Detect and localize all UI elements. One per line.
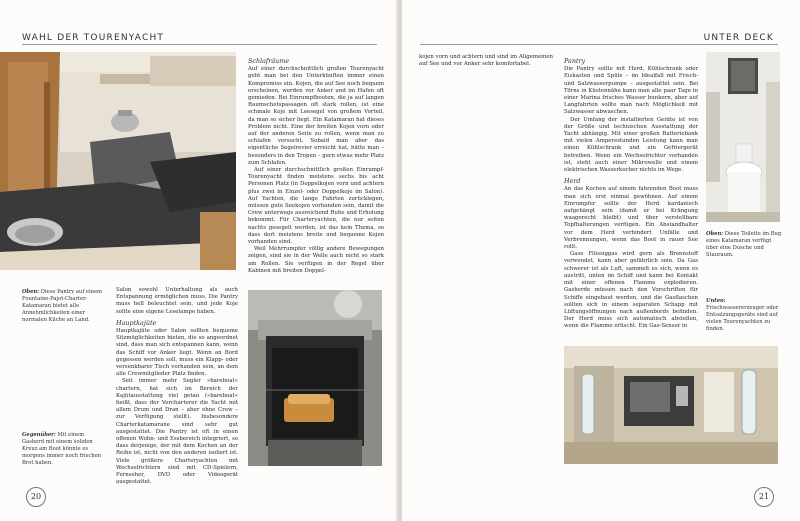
- caption-toilet-text: Diese Toilette im Bug eines Katamaran verfügt über eine Dusche und Stauraum.: [706, 231, 782, 258]
- caption-galley: [22, 289, 104, 324]
- stove-photo: [248, 290, 382, 466]
- heading-schlafraeume: Schlafräume: [248, 57, 290, 65]
- col1-paragraph: Auf einer durchschnittlich großen Einrumpf-Tourenyacht finden meistens sechs bis acht Personen Platz (in Doppelkojen vorn und achtern plus zwei in Einzel- oder Doppelkoje im Salon). Auf Yachten, die lange Fahrten zurücklegen, müssen gute Seekojen vorhanden sein, damit die Crew unterwegs ausreichend Ruhe und Erholung bekommt. Für Charteryachten, die nur selten nachts gesegelt werden, ist das kein Thema, so dass dort meistens breite und bequeme Kojen vorhanden sind.: [248, 167, 384, 246]
- page-number-right: 21: [754, 487, 774, 507]
- galley-illustration: [0, 52, 236, 270]
- col1-paragraph: Weil Mehrrumpfer völlig andere Bewegungen zeigen, sind sie in der Welle auch nicht so stark am Rollen. Sie verfügen in der Regel über Kabinen mit breiten Doppel-: [248, 246, 384, 274]
- header-rule-left: [22, 44, 377, 45]
- caption-stove-text: Mit einem Gasherd mit einem soliden Kreuz am Boot könnte es morgens immer noch frischen Brot haben.: [22, 432, 101, 466]
- caption-toilet-label: Oben:: [706, 231, 724, 237]
- caption-watermaker: [706, 298, 782, 333]
- header-rule-right: [420, 44, 778, 45]
- caption-galley-text: Diese Pantry auf einem Fountaine-Pajot-Charter-Katamaran bietet alle Annehmlichkeiten einer normalen Küche an Land.: [22, 289, 102, 323]
- col2-intro: Salon sowohl Unterhaltung als auch Entspannung ermöglichen muss. Die Pantry muss hell beleuchtet sein, und jede Koje sollte eine eigene Leselampe haben.: [116, 287, 238, 315]
- heading-herd: Herd: [564, 177, 581, 186]
- toilet-illustration: [706, 52, 780, 222]
- col4-paragraph: An das Kochen auf einem fahrenden Boot muss man sich erst einmal gewöhnen. Auf einem Einrumpfer sollte der Herd kardanisch aufgehängt sein (damit er bei Krängung waagerecht bleibt) und über verstellbare Topfhalterungen verfügen. Ein Abstandhalter vor dem Herd verhindert Unfälle und Verbrennungen, wenn das Boot in rauer See rollt.: [564, 186, 698, 251]
- col4-paragraph: Gase Flüssiggas wird gern als Brennstoff verwendet, kann aber gefährlich sein. Da Gas schwerer ist als Luft, sammelt es sich, wenn es austritt, unten im Schiff und kann bei Kontakt mit einer offenen Flamme explodieren. Gasherde müssen nach den Vorschriften für Schiffe eingebaut werden, und die Gasflaschen sollten sich in einem separaten Schapp mit Lüftungsöffnungen nach außenbords befinden. Der Herd muss sich automatisch abstellen, wenn die Flamme erlischt. Ein Gas-Sensor in: [564, 251, 698, 330]
- col1-paragraph: Auf einer durchschnittlich großen Tourenyacht geht man bei den Unterkünften immer einen Kompromiss ein. Kojen, die auf See noch bequem erscheinen, werden vor Anker und im Hafen oft gemieden. Bei Einrumpfbooten, die ja auf langen Raumschotspassagen oft stark rollen, ist eine schmale Koje mit Leesegel von großem Vorteil, da man so sicher liegt. Ein Katamaran hat dieses Problem nicht. Eine der breiten Kojen vorn oder auf der anderen Seite zu rollen, wenn man zu schlafen versucht. Sobald man aber das eigentliche Segelrevier erreicht hat, hätte man – besonders in den Tropen – gern etwas mehr Platz zum Schlafen.: [248, 66, 384, 166]
- running-header-left: WAHL DER TOURENYACHT: [22, 33, 165, 43]
- running-header-right: UNTER DECK: [703, 33, 774, 43]
- stove-illustration: [248, 290, 382, 466]
- watermaker-photo: [564, 346, 778, 464]
- col2-paragraph: Hauptkajüte oder Salon sollten bequeme Sitzmöglichkeiten bieten, die so angeordnet sind, dass man sich entspannen kann, wenn das Schiff vor Anker liegt. Wenn an Bord gegessen werden soll, muss ein Klapp- oder versenkbarer Tisch vorhanden sein, an dem alle Crewmitglieder Platz finden.: [116, 328, 238, 378]
- toilet-photo: [706, 52, 780, 222]
- col2-paragraph: Seit immer mehr Segler »bareboat« chartern, hat sich im Bereich der Kajütausstattung viel getan (»bareboat« heißt, dass der Vercharterer die Yacht mit allem Drum und Dran – aber ohne Crew – zur Verfügung stellt). Insbesondere Charterkatamarane sind sehr gut ausgestattet. Die Pantry ist oft in einen offenen Wohn- und Essbereich integriert, so dass derjenige, der mit dem Kochen an der Reihe ist, nicht von den anderen isoliert ist. Viele größere Charteryachten mit Wechselrichtern sind mit CD-Spielern, Fernseher, DVD oder Videogerät ausgestattet.: [116, 378, 238, 486]
- caption-watermaker-text: Frischwassererzeuger oder Entsalzungsgeräte sind auf vielen Tourenyachten zu finden.: [706, 305, 779, 332]
- heading-hauptkajuete: Hauptkajüte: [116, 318, 157, 327]
- caption-toilet: [706, 231, 782, 259]
- galley-photo: [0, 52, 236, 270]
- text-column-3: [419, 54, 553, 68]
- caption-stove: [22, 432, 104, 467]
- watermaker-illustration: [564, 346, 778, 464]
- caption-galley-label: Oben:: [22, 289, 40, 295]
- text-column-4: [564, 54, 698, 331]
- page-number-left: 20: [26, 487, 46, 507]
- caption-stove-label: Gegenüber:: [22, 432, 56, 438]
- col4-paragraph: Die Pantry sollte mit Herd, Kühlschrank oder Eiskasten und Spüle – im Idealfall mit Frisch- und Salzwasserpumpe – ausgestattet sein. Bei Törns in Küstennähe kann man alle paar Tage in einer Marina frisches Wasser bunkern, aber auf Langfahrten sollte man nach Möglichkeit mit Salzwasser abwaschen.: [564, 66, 698, 116]
- text-column-1: [248, 54, 384, 275]
- col4-paragraph: Der Umfang der installierten Geräte ist von der Größe und technischen Ausstattung der Yacht abhängig. Mit einer großen Batteriebank mit vielen Amperestunden Leistung kann man einen Kühlschrank und ein Gefriergerät betreiben. Wenn ein Wechselrichter vorhanden ist, steht auch einer Mikrowelle und einem elektrischen Wasserkocher nichts im Wege.: [564, 116, 698, 174]
- col3-paragraph: kojen vorn und achtern und sind im Allgemeinen auf See und vor Anker sehr komfortabel.: [419, 54, 553, 68]
- text-column-2: [116, 287, 238, 486]
- caption-watermaker-label: Unten:: [706, 298, 726, 304]
- heading-pantry: Pantry: [564, 57, 586, 65]
- left-page: [0, 0, 398, 521]
